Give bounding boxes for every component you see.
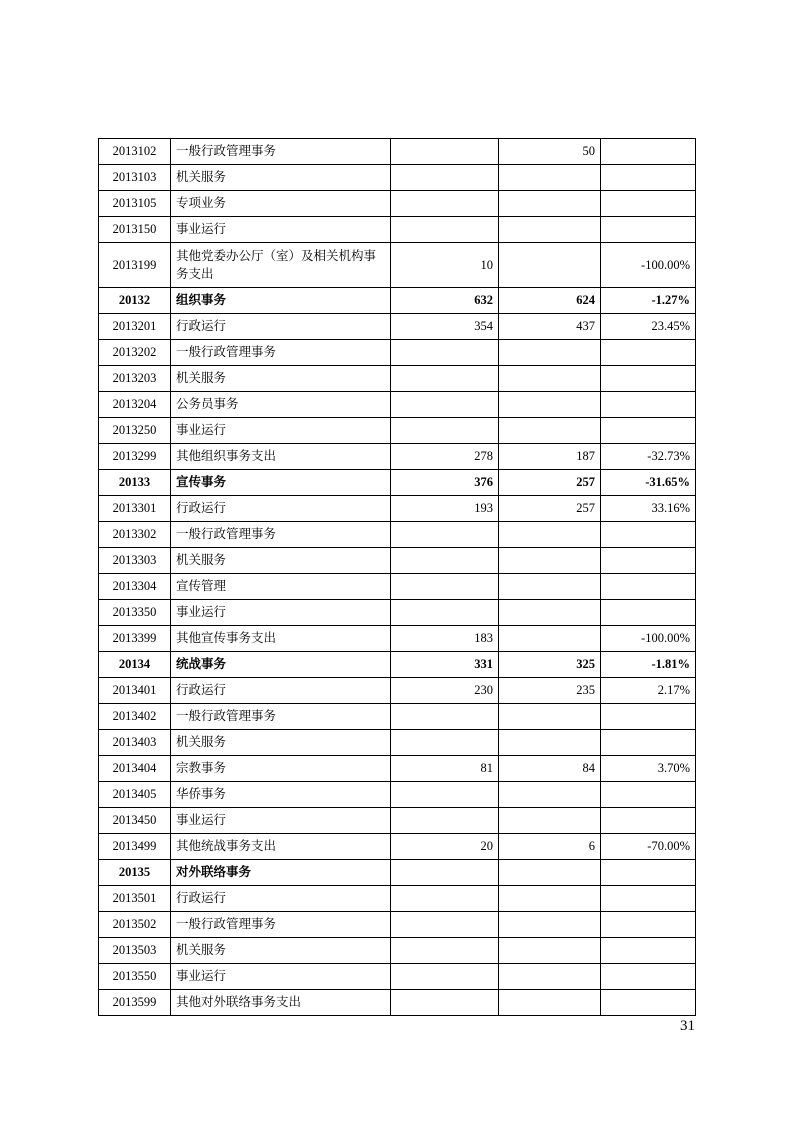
table-row — [99, 652, 696, 678]
cell-code: 2013299 — [99, 444, 171, 470]
cell-value1 — [391, 782, 499, 808]
cell-value2 — [499, 243, 601, 288]
cell-code: 2013105 — [99, 191, 171, 217]
cell-code: 20134 — [99, 652, 171, 678]
table-row — [99, 990, 696, 1016]
cell-percent — [601, 191, 696, 217]
cell-code: 2013102 — [99, 139, 171, 165]
cell-value1 — [391, 366, 499, 392]
table-row — [99, 243, 696, 288]
cell-name: 宣传事务 — [171, 470, 391, 496]
cell-percent — [601, 139, 696, 165]
table-row — [99, 678, 696, 704]
cell-value2: 187 — [499, 444, 601, 470]
cell-value2 — [499, 990, 601, 1016]
cell-value2: 257 — [499, 470, 601, 496]
cell-value1: 354 — [391, 314, 499, 340]
cell-value2 — [499, 392, 601, 418]
cell-value1 — [391, 912, 499, 938]
table-row — [99, 548, 696, 574]
cell-code: 2013501 — [99, 886, 171, 912]
cell-value2: 6 — [499, 834, 601, 860]
table-row — [99, 756, 696, 782]
cell-name: 事业运行 — [171, 964, 391, 990]
cell-value2 — [499, 704, 601, 730]
table-row — [99, 444, 696, 470]
table-row — [99, 340, 696, 366]
cell-value2: 624 — [499, 288, 601, 314]
cell-name: 一般行政管理事务 — [171, 139, 391, 165]
cell-value1 — [391, 730, 499, 756]
table-row — [99, 964, 696, 990]
cell-value2 — [499, 730, 601, 756]
table-row — [99, 191, 696, 217]
cell-value1 — [391, 139, 499, 165]
cell-percent — [601, 392, 696, 418]
cell-percent — [601, 548, 696, 574]
cell-name: 行政运行 — [171, 314, 391, 340]
cell-code: 2013599 — [99, 990, 171, 1016]
cell-percent: -1.27% — [601, 288, 696, 314]
table-row — [99, 314, 696, 340]
cell-value2: 84 — [499, 756, 601, 782]
cell-name: 机关服务 — [171, 938, 391, 964]
cell-code: 2013199 — [99, 243, 171, 288]
table-row — [99, 808, 696, 834]
cell-percent: -70.00% — [601, 834, 696, 860]
cell-code: 20132 — [99, 288, 171, 314]
cell-code: 2013203 — [99, 366, 171, 392]
cell-value2 — [499, 418, 601, 444]
cell-value1 — [391, 522, 499, 548]
cell-value1 — [391, 704, 499, 730]
cell-value2 — [499, 522, 601, 548]
table-row — [99, 938, 696, 964]
cell-name: 公务员事务 — [171, 392, 391, 418]
table-row — [99, 496, 696, 522]
table-row — [99, 165, 696, 191]
cell-percent — [601, 217, 696, 243]
table-row — [99, 834, 696, 860]
cell-percent — [601, 704, 696, 730]
cell-value1 — [391, 191, 499, 217]
cell-name: 机关服务 — [171, 366, 391, 392]
cell-value2 — [499, 938, 601, 964]
cell-value1 — [391, 600, 499, 626]
table-row — [99, 600, 696, 626]
cell-percent — [601, 782, 696, 808]
cell-code: 2013503 — [99, 938, 171, 964]
cell-code: 2013402 — [99, 704, 171, 730]
cell-code: 2013405 — [99, 782, 171, 808]
cell-name: 事业运行 — [171, 217, 391, 243]
page-number: 31 — [680, 1018, 695, 1034]
cell-name: 专项业务 — [171, 191, 391, 217]
cell-name: 机关服务 — [171, 165, 391, 191]
cell-value2: 50 — [499, 139, 601, 165]
table-row — [99, 574, 696, 600]
cell-value2: 437 — [499, 314, 601, 340]
cell-percent: 2.17% — [601, 678, 696, 704]
table-row — [99, 139, 696, 165]
cell-name: 其他组织事务支出 — [171, 444, 391, 470]
cell-name: 行政运行 — [171, 678, 391, 704]
cell-code: 20133 — [99, 470, 171, 496]
cell-code: 2013302 — [99, 522, 171, 548]
cell-value1 — [391, 340, 499, 366]
cell-value1 — [391, 217, 499, 243]
cell-name: 对外联络事务 — [171, 860, 391, 886]
cell-value1 — [391, 392, 499, 418]
cell-code: 2013103 — [99, 165, 171, 191]
cell-code: 2013399 — [99, 626, 171, 652]
cell-code: 2013401 — [99, 678, 171, 704]
cell-name: 其他宣传事务支出 — [171, 626, 391, 652]
cell-percent — [601, 912, 696, 938]
cell-percent — [601, 990, 696, 1016]
cell-code: 2013403 — [99, 730, 171, 756]
cell-name: 事业运行 — [171, 808, 391, 834]
cell-code: 2013304 — [99, 574, 171, 600]
table-row — [99, 782, 696, 808]
cell-code: 2013301 — [99, 496, 171, 522]
cell-code: 2013450 — [99, 808, 171, 834]
budget-table-body — [99, 139, 696, 1016]
cell-name: 事业运行 — [171, 418, 391, 444]
cell-value2: 235 — [499, 678, 601, 704]
table-row — [99, 522, 696, 548]
cell-value2 — [499, 217, 601, 243]
cell-percent — [601, 340, 696, 366]
cell-value1 — [391, 990, 499, 1016]
cell-percent — [601, 886, 696, 912]
cell-value1: 183 — [391, 626, 499, 652]
cell-code: 2013350 — [99, 600, 171, 626]
cell-value1: 632 — [391, 288, 499, 314]
cell-code: 2013502 — [99, 912, 171, 938]
cell-value1: 230 — [391, 678, 499, 704]
table-row — [99, 730, 696, 756]
cell-code: 2013499 — [99, 834, 171, 860]
cell-value2 — [499, 600, 601, 626]
cell-percent: -32.73% — [601, 444, 696, 470]
cell-percent: -31.65% — [601, 470, 696, 496]
cell-name: 一般行政管理事务 — [171, 912, 391, 938]
cell-value1: 278 — [391, 444, 499, 470]
table-row — [99, 217, 696, 243]
cell-code: 2013550 — [99, 964, 171, 990]
cell-value2 — [499, 782, 601, 808]
cell-value1 — [391, 418, 499, 444]
table-row — [99, 886, 696, 912]
cell-value2 — [499, 964, 601, 990]
cell-value1 — [391, 165, 499, 191]
table-row — [99, 626, 696, 652]
cell-code: 2013250 — [99, 418, 171, 444]
cell-value2 — [499, 366, 601, 392]
cell-name: 行政运行 — [171, 886, 391, 912]
cell-name: 华侨事务 — [171, 782, 391, 808]
cell-percent: 23.45% — [601, 314, 696, 340]
cell-value2: 257 — [499, 496, 601, 522]
cell-name: 其他党委办公厅（室）及相关机构事务支出 — [171, 243, 391, 288]
cell-value2 — [499, 626, 601, 652]
cell-percent: 33.16% — [601, 496, 696, 522]
cell-percent — [601, 165, 696, 191]
cell-code: 2013201 — [99, 314, 171, 340]
table-row — [99, 470, 696, 496]
table-row — [99, 860, 696, 886]
cell-code: 20135 — [99, 860, 171, 886]
budget-table — [98, 138, 696, 1016]
cell-value2 — [499, 860, 601, 886]
cell-value1: 10 — [391, 243, 499, 288]
cell-percent — [601, 574, 696, 600]
table-row — [99, 418, 696, 444]
cell-value2 — [499, 808, 601, 834]
table-row — [99, 392, 696, 418]
cell-code: 2013204 — [99, 392, 171, 418]
table-row — [99, 912, 696, 938]
cell-name: 一般行政管理事务 — [171, 522, 391, 548]
cell-percent: -100.00% — [601, 626, 696, 652]
cell-name: 统战事务 — [171, 652, 391, 678]
cell-name: 宗教事务 — [171, 756, 391, 782]
cell-percent — [601, 522, 696, 548]
cell-value1 — [391, 548, 499, 574]
cell-name: 一般行政管理事务 — [171, 340, 391, 366]
table-row — [99, 366, 696, 392]
cell-name: 机关服务 — [171, 730, 391, 756]
cell-value1 — [391, 938, 499, 964]
cell-value1: 193 — [391, 496, 499, 522]
cell-name: 事业运行 — [171, 600, 391, 626]
cell-name: 其他统战事务支出 — [171, 834, 391, 860]
cell-code: 2013202 — [99, 340, 171, 366]
cell-value1 — [391, 574, 499, 600]
cell-value2 — [499, 165, 601, 191]
cell-value1 — [391, 964, 499, 990]
cell-name: 其他对外联络事务支出 — [171, 990, 391, 1016]
cell-value2 — [499, 574, 601, 600]
cell-value1 — [391, 808, 499, 834]
cell-name: 组织事务 — [171, 288, 391, 314]
cell-percent: 3.70% — [601, 756, 696, 782]
cell-percent: -100.00% — [601, 243, 696, 288]
cell-percent: -1.81% — [601, 652, 696, 678]
cell-value1: 376 — [391, 470, 499, 496]
cell-percent — [601, 418, 696, 444]
cell-percent — [601, 938, 696, 964]
cell-percent — [601, 600, 696, 626]
cell-value1: 81 — [391, 756, 499, 782]
cell-name: 一般行政管理事务 — [171, 704, 391, 730]
table-row — [99, 288, 696, 314]
cell-name: 宣传管理 — [171, 574, 391, 600]
cell-code: 2013150 — [99, 217, 171, 243]
cell-value1: 20 — [391, 834, 499, 860]
table-row — [99, 704, 696, 730]
cell-value1 — [391, 886, 499, 912]
cell-value1 — [391, 860, 499, 886]
cell-value2 — [499, 340, 601, 366]
cell-percent — [601, 860, 696, 886]
cell-code: 2013303 — [99, 548, 171, 574]
cell-value2: 325 — [499, 652, 601, 678]
cell-name: 行政运行 — [171, 496, 391, 522]
cell-value2 — [499, 912, 601, 938]
cell-percent — [601, 730, 696, 756]
cell-name: 机关服务 — [171, 548, 391, 574]
cell-percent — [601, 964, 696, 990]
cell-value1: 331 — [391, 652, 499, 678]
cell-percent — [601, 366, 696, 392]
cell-value2 — [499, 548, 601, 574]
cell-value2 — [499, 191, 601, 217]
cell-code: 2013404 — [99, 756, 171, 782]
cell-value2 — [499, 886, 601, 912]
cell-percent — [601, 808, 696, 834]
